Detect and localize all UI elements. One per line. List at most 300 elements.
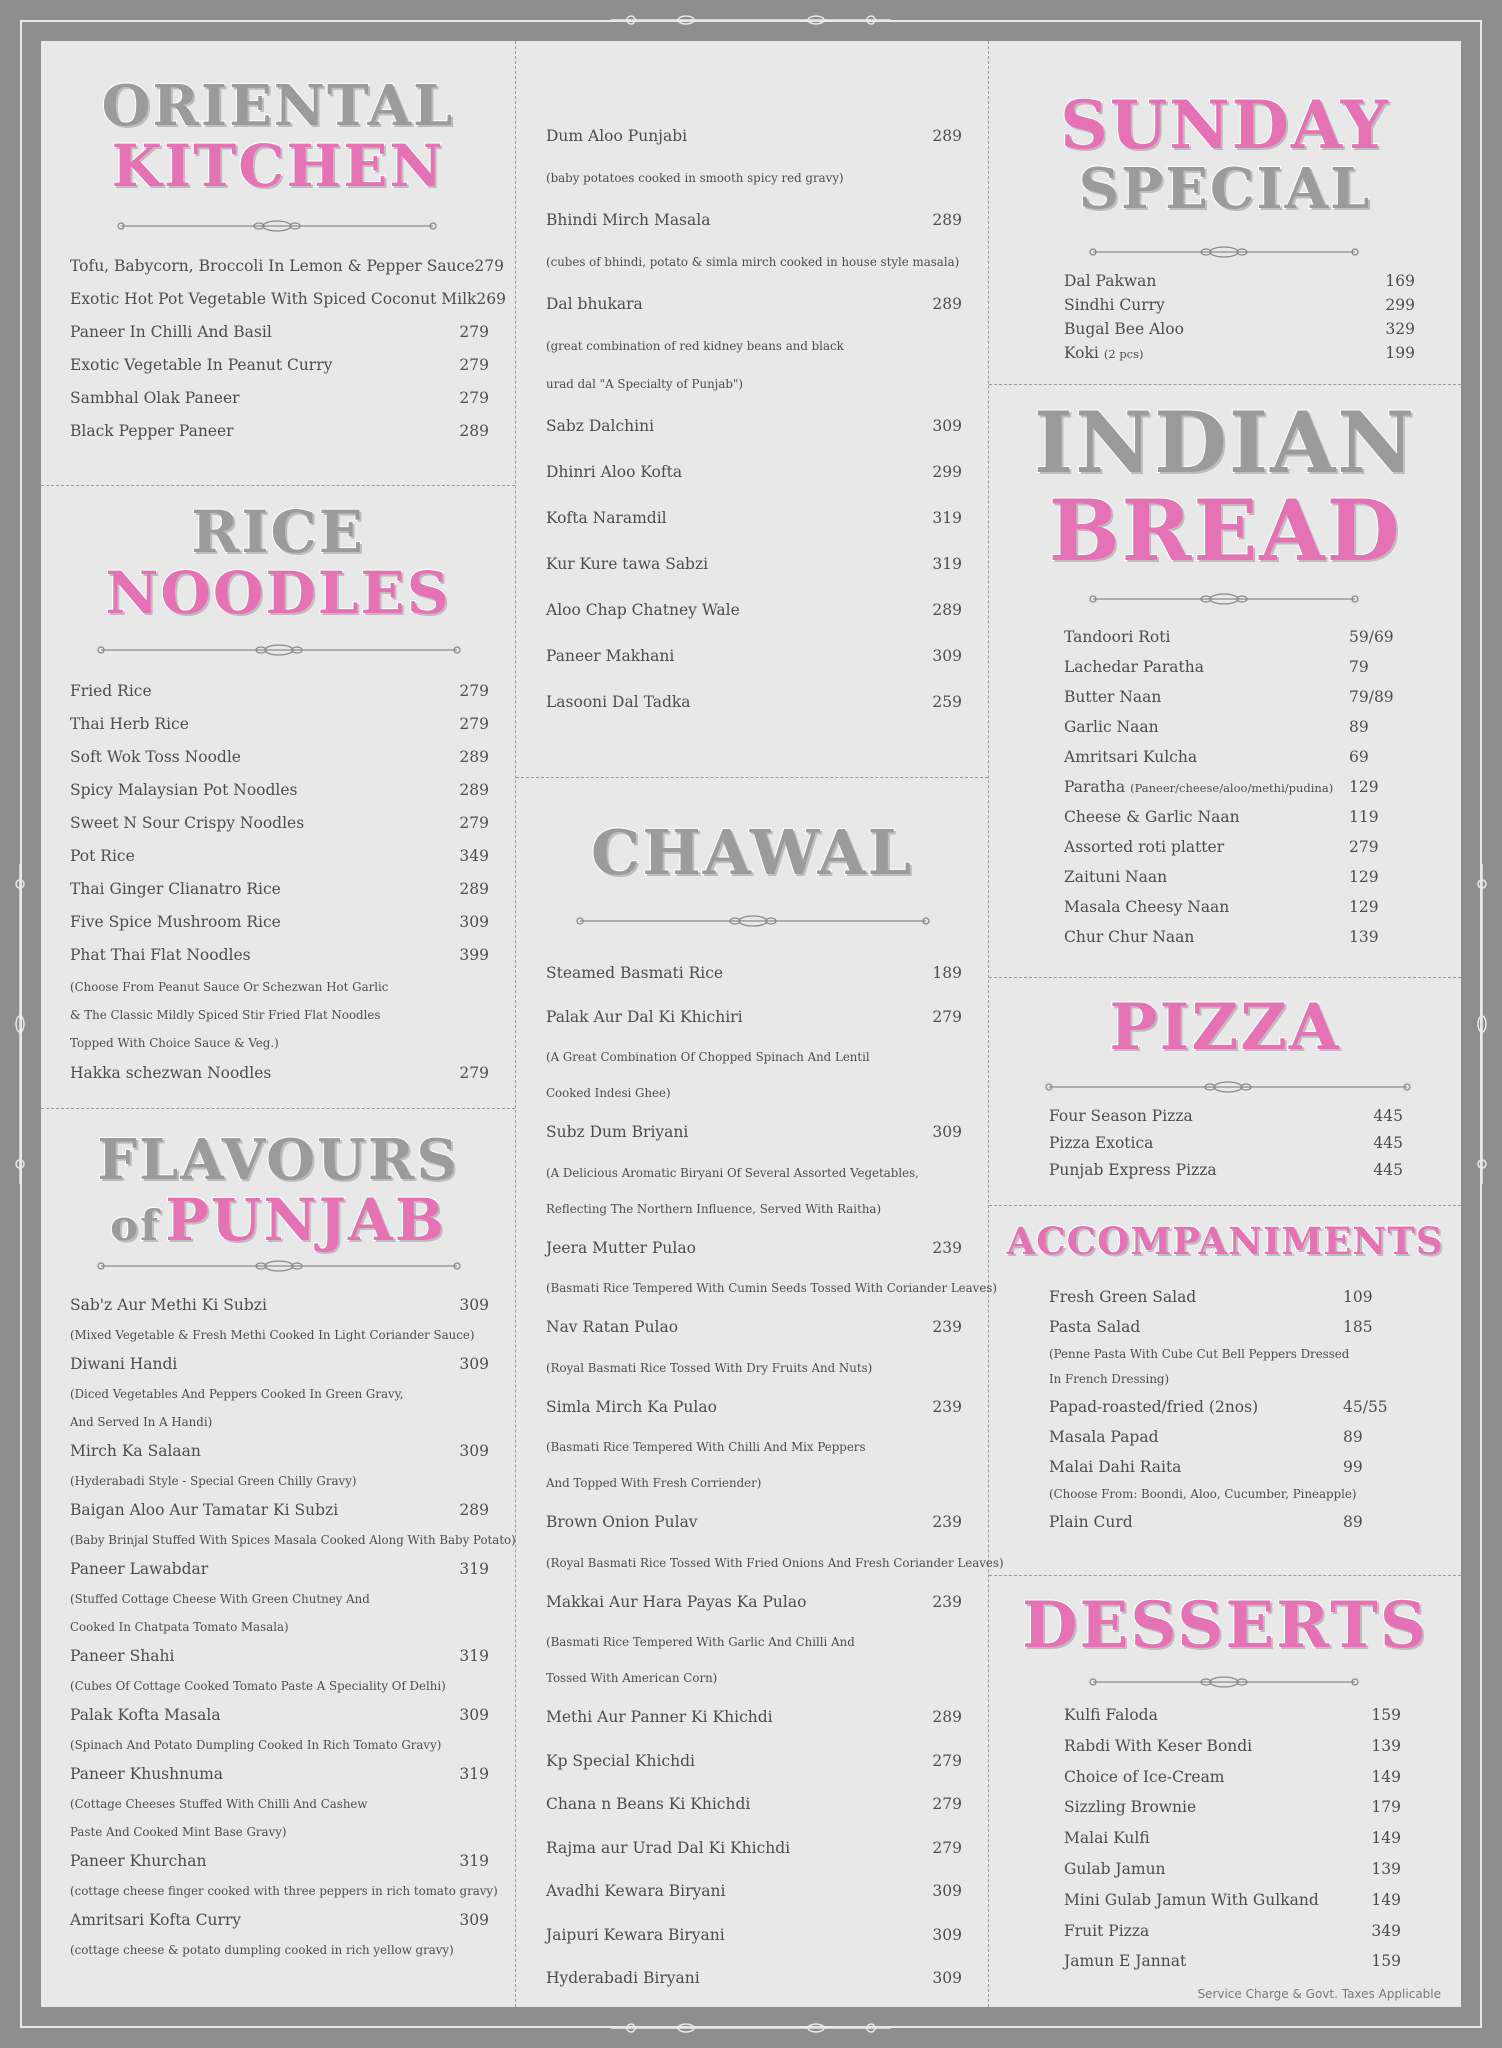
item-description: (Choose From Peanut Sauce Or Schezwan Hot Garlic & The Classic Mildly Spiced Stir Fried Flat Noodles Topped With Choice Sauce & Veg.) bbox=[70, 980, 389, 1050]
menu-item bbox=[546, 403, 962, 449]
item-price: 159 bbox=[1371, 1706, 1401, 1724]
item-name: Four Season Pizza bbox=[1049, 1107, 1193, 1125]
divider-ornament bbox=[1045, 1079, 1411, 1095]
item-price: 319 bbox=[932, 555, 962, 573]
item-list bbox=[516, 113, 988, 725]
item-name: Masala Cheesy Naan bbox=[1064, 898, 1230, 916]
menu-item bbox=[70, 807, 489, 840]
item-price: 119 bbox=[1349, 808, 1379, 826]
item-price: 289 bbox=[459, 880, 489, 898]
section-sunday-special bbox=[989, 41, 1461, 384]
item-price: 319 bbox=[459, 1647, 489, 1665]
item-name: Brown Onion Pulav bbox=[546, 1513, 698, 1531]
item-price: 289 bbox=[459, 781, 489, 799]
item-name: Tofu, Babycorn, Broccoli In Lemon & Pepper Sauce bbox=[70, 257, 475, 275]
item-description: (Spinach And Potato Dumpling Cooked In Rich Tomato Gravy) bbox=[70, 1738, 442, 1752]
divider-ornament bbox=[1089, 591, 1359, 607]
item-name: Sweet N Sour Crispy Noodles bbox=[70, 814, 305, 832]
item-name: Thai Herb Rice bbox=[70, 715, 189, 733]
item-name: Sizzling Brownie bbox=[1064, 1798, 1197, 1817]
item-description: And Served In A Handi) bbox=[70, 1415, 213, 1429]
item-description: Cooked Indesi Ghee) bbox=[546, 1086, 671, 1100]
title-line-1: RICE bbox=[191, 498, 365, 566]
menu-item bbox=[70, 415, 489, 448]
item-description: (Stuffed Cottage Cheese With Green Chutney And bbox=[70, 1592, 370, 1606]
section-desserts bbox=[989, 1575, 1461, 2007]
item-price: 239 bbox=[932, 1318, 962, 1336]
item-price: 169 bbox=[1385, 272, 1415, 290]
item-price: 179 bbox=[1371, 1798, 1401, 1817]
item-price: 279 bbox=[459, 1064, 489, 1082]
divider-ornament bbox=[1089, 1674, 1359, 1690]
item-name: Fried Rice bbox=[70, 682, 152, 700]
item-price: 279 bbox=[459, 323, 489, 341]
menu-item bbox=[1064, 1731, 1401, 1762]
item-name: Jeera Mutter Pulao bbox=[546, 1238, 696, 1257]
item-description: (Penne Pasta With Cube Cut Bell Peppers Dressed bbox=[1049, 1347, 1350, 1361]
item-name: Dal Pakwan bbox=[1064, 272, 1157, 290]
menu-item bbox=[546, 281, 962, 327]
section-title bbox=[41, 73, 515, 200]
item-name: Dum Aloo Punjabi bbox=[546, 127, 688, 145]
item-list bbox=[989, 1700, 1461, 1977]
item-list bbox=[989, 1282, 1461, 1537]
item-price: 239 bbox=[932, 1397, 962, 1416]
item-name: Fresh Green Salad bbox=[1049, 1288, 1197, 1306]
item-name: Thai Ginger Clianatro Rice bbox=[70, 880, 281, 898]
item-price: 279 bbox=[932, 1838, 962, 1857]
menu-item bbox=[1064, 341, 1415, 365]
item-price: 445 bbox=[1373, 1107, 1403, 1125]
menu-item bbox=[1064, 1854, 1401, 1885]
item-price: 129 bbox=[1349, 868, 1379, 886]
menu-item bbox=[546, 1227, 962, 1271]
item-name: Sindhi Curry bbox=[1064, 296, 1165, 314]
item-name: Kofta Naramdil bbox=[546, 509, 667, 527]
item-name: Cheese & Garlic Naan bbox=[1064, 808, 1240, 826]
menu-item bbox=[1049, 1103, 1403, 1130]
item-price: 319 bbox=[459, 1560, 489, 1578]
menu-item bbox=[70, 774, 489, 807]
item-name: Mirch Ka Salaan bbox=[70, 1442, 201, 1460]
menu-item bbox=[70, 250, 504, 283]
item-price: 289 bbox=[459, 748, 489, 766]
item-list bbox=[41, 250, 515, 448]
menu-item bbox=[546, 1501, 962, 1545]
item-name: Chana n Beans Ki Khichdi bbox=[546, 1795, 751, 1813]
item-price: 309 bbox=[932, 1925, 962, 1944]
title-line-2: KITCHEN bbox=[111, 131, 445, 200]
item-price: 279 bbox=[932, 1795, 962, 1813]
menu-item bbox=[1064, 682, 1415, 712]
item-name: Makkai Aur Hara Payas Ka Pulao bbox=[546, 1592, 807, 1611]
menu-item bbox=[546, 197, 962, 243]
menu-item bbox=[70, 708, 489, 741]
item-name: Exotic Hot Pot Vegetable With Spiced Coconut Milk bbox=[70, 290, 477, 308]
item-name: Dhinri Aloo Kofta bbox=[546, 463, 683, 481]
menu-item bbox=[546, 1957, 962, 2001]
item-name: Koki bbox=[1064, 344, 1099, 362]
item-name: Chur Chur Naan bbox=[1064, 928, 1195, 946]
item-name: Fruit Pizza bbox=[1064, 1921, 1150, 1940]
item-name: Paneer Lawabdar bbox=[70, 1560, 209, 1578]
item-price: 199 bbox=[1385, 344, 1415, 362]
item-description: Paste And Cooked Mint Base Gravy) bbox=[70, 1825, 287, 1839]
item-price: 239 bbox=[932, 1238, 962, 1257]
frame-ornament-left bbox=[10, 864, 30, 1184]
item-note: (2 pcs) bbox=[1103, 347, 1144, 361]
section-title bbox=[989, 86, 1461, 223]
item-description: (cottage cheese & potato dumpling cooked in rich yellow gravy) bbox=[70, 1943, 454, 1957]
item-price: 279 bbox=[932, 1751, 962, 1770]
menu-item bbox=[1064, 622, 1415, 652]
frame-ornament-right bbox=[1472, 864, 1492, 1184]
item-list bbox=[41, 675, 515, 1089]
item-description: (Choose From: Boondi, Aloo, Cucumber, Pineapple) bbox=[1049, 1487, 1357, 1501]
item-price: 289 bbox=[932, 127, 962, 145]
item-description: (Cubes Of Cottage Cooked Tomato Paste A Speciality Of Delhi) bbox=[70, 1679, 446, 1693]
item-name: Avadhi Kewara Biryani bbox=[546, 1882, 726, 1900]
item-price: 309 bbox=[932, 1969, 962, 1987]
menu-item bbox=[70, 283, 507, 316]
item-name: Tandoori Roti bbox=[1064, 628, 1171, 646]
menu-item bbox=[546, 996, 962, 1040]
item-description: (Royal Basmati Rice Tossed With Dry Fruits And Nuts) bbox=[546, 1360, 873, 1375]
item-description: Tossed With American Corn) bbox=[546, 1671, 718, 1685]
item-name: Pasta Salad bbox=[1049, 1318, 1141, 1336]
item-price: 99 bbox=[1343, 1458, 1363, 1476]
menu-item bbox=[1064, 1885, 1401, 1916]
menu-item bbox=[1064, 1916, 1401, 1947]
item-price: 139 bbox=[1371, 1736, 1401, 1755]
item-name: Assorted roti platter bbox=[1064, 838, 1225, 856]
menu-item bbox=[70, 873, 489, 906]
item-price: 79/89 bbox=[1349, 688, 1394, 706]
item-price: 309 bbox=[932, 647, 962, 665]
item-price: 185 bbox=[1343, 1318, 1373, 1336]
menu-item bbox=[70, 1290, 489, 1321]
section-chawal bbox=[516, 777, 1004, 2007]
menu-item bbox=[546, 587, 962, 633]
menu-item bbox=[1064, 652, 1415, 682]
frame-ornament-top bbox=[611, 10, 891, 30]
item-name: Kp Special Khichdi bbox=[546, 1751, 695, 1770]
section-pizza bbox=[989, 977, 1461, 1205]
item-note: (Paneer/cheese/aloo/methi/pudina) bbox=[1130, 781, 1334, 795]
menu-item bbox=[70, 1905, 489, 1936]
menu-item bbox=[546, 113, 962, 159]
item-name: Gulab Jamun bbox=[1064, 1859, 1166, 1878]
item-price: 279 bbox=[474, 257, 504, 275]
item-description: Cooked In Chatpata Tomato Masala) bbox=[70, 1620, 289, 1634]
item-description: (Basmati Rice Tempered With Chilli And Mix Peppers bbox=[546, 1440, 866, 1454]
item-price: 149 bbox=[1371, 1890, 1401, 1909]
title-line-1: ORIENTAL bbox=[101, 73, 455, 139]
item-price: 349 bbox=[459, 847, 489, 865]
item-price: 289 bbox=[459, 1501, 489, 1519]
menu-item bbox=[70, 382, 489, 415]
menu-item bbox=[546, 1696, 962, 1740]
item-description: (baby potatoes cooked in smooth spicy red gravy) bbox=[546, 171, 844, 185]
menu-item bbox=[546, 1386, 962, 1430]
item-name: Papad-roasted/fried (2nos) bbox=[1049, 1398, 1259, 1416]
menu-item bbox=[1064, 742, 1415, 772]
item-price: 289 bbox=[932, 211, 962, 229]
item-price: 319 bbox=[459, 1852, 489, 1870]
title-line-1: SUNDAY bbox=[1060, 86, 1390, 164]
menu-item bbox=[546, 1740, 962, 1784]
menu-item bbox=[1064, 1792, 1401, 1823]
menu-item bbox=[70, 349, 489, 382]
section-title bbox=[41, 498, 515, 627]
item-name: Malai Dahi Raita bbox=[1049, 1458, 1182, 1476]
menu-item bbox=[1049, 1452, 1415, 1482]
title-line-1: PIZZA bbox=[1109, 990, 1341, 1065]
item-price: 129 bbox=[1349, 778, 1379, 796]
menu-item bbox=[70, 675, 489, 708]
item-name: Paneer Shahi bbox=[70, 1647, 175, 1665]
item-list bbox=[516, 952, 1004, 2001]
item-price: 279 bbox=[459, 814, 489, 832]
frame-ornament-bottom bbox=[611, 2018, 891, 2038]
title-line-1: CHAWAL bbox=[590, 816, 914, 889]
item-name: Sambhal Olak Paneer bbox=[70, 389, 240, 407]
item-price: 319 bbox=[459, 1765, 489, 1783]
menu-item bbox=[546, 541, 962, 587]
item-name: Simla Mirch Ka Pulao bbox=[546, 1397, 717, 1416]
menu-item bbox=[70, 1641, 489, 1672]
menu-item bbox=[1064, 1700, 1401, 1731]
item-price: 445 bbox=[1373, 1134, 1403, 1152]
item-name: Pizza Exotica bbox=[1049, 1134, 1154, 1152]
menu-item bbox=[1064, 832, 1415, 862]
item-name: Bhindi Mirch Masala bbox=[546, 211, 711, 229]
section-title bbox=[516, 816, 988, 889]
item-name: Phat Thai Flat Noodles bbox=[70, 946, 251, 964]
item-price: 159 bbox=[1371, 1952, 1401, 1971]
menu-item bbox=[70, 1759, 489, 1790]
item-price: 69 bbox=[1349, 748, 1369, 766]
item-price: 309 bbox=[932, 417, 962, 435]
title-line-1: FLAVOURS bbox=[97, 1127, 459, 1193]
menu-item bbox=[70, 1436, 489, 1467]
item-price: 149 bbox=[1371, 1767, 1401, 1786]
item-price: 309 bbox=[932, 1882, 962, 1900]
item-name: Amritsari Kulcha bbox=[1064, 748, 1198, 766]
item-name: Sabz Dalchini bbox=[546, 417, 655, 435]
menu-item bbox=[70, 1349, 489, 1380]
item-name: Dal bhukara bbox=[546, 295, 643, 313]
item-price: 289 bbox=[932, 1708, 962, 1726]
menu-item bbox=[1064, 1762, 1401, 1793]
menu-item bbox=[1049, 1157, 1403, 1184]
title-line-2: SPECIAL bbox=[1078, 156, 1372, 223]
item-name: Lachedar Paratha bbox=[1064, 658, 1204, 676]
item-price: 349 bbox=[1371, 1921, 1401, 1940]
item-description: (Diced Vegetables And Peppers Cooked In Green Gravy, bbox=[70, 1387, 404, 1401]
item-price: 45/55 bbox=[1343, 1398, 1388, 1416]
item-name: Spicy Malaysian Pot Noodles bbox=[70, 781, 298, 799]
item-name: Garlic Naan bbox=[1064, 718, 1159, 736]
item-name: Bugal Bee Aloo bbox=[1064, 320, 1184, 338]
item-price: 189 bbox=[932, 964, 962, 982]
item-price: 309 bbox=[932, 1123, 962, 1141]
menu-item bbox=[1049, 1282, 1415, 1312]
menu-item bbox=[546, 1827, 962, 1871]
item-price: 239 bbox=[932, 1513, 962, 1531]
item-name: Methi Aur Panner Ki Khichdi bbox=[546, 1708, 773, 1726]
menu-item bbox=[1064, 772, 1415, 802]
item-name: Malai Kulfi bbox=[1064, 1829, 1150, 1848]
title-line-2: of PUNJAB bbox=[110, 1185, 446, 1254]
item-description: (Hyderabadi Style - Special Green Chilly Gravy) bbox=[70, 1474, 357, 1488]
section-indian-bread bbox=[989, 384, 1461, 977]
section-flavours-of-punjab-continued bbox=[516, 41, 988, 777]
title-line-1: INDIAN bbox=[1033, 393, 1417, 492]
footer-note: Service Charge & Govt. Taxes Applicable bbox=[1197, 1987, 1441, 2001]
item-description: (A Great Combination Of Chopped Spinach And Lentil bbox=[546, 1050, 870, 1064]
item-price: 89 bbox=[1349, 718, 1369, 736]
menu-item bbox=[1049, 1392, 1415, 1422]
menu-item bbox=[1064, 293, 1415, 317]
item-name: Masala Papad bbox=[1049, 1428, 1159, 1446]
item-price: 299 bbox=[932, 463, 962, 481]
item-list bbox=[989, 1103, 1461, 1184]
item-price: 309 bbox=[459, 1442, 489, 1460]
menu-item bbox=[70, 1554, 489, 1585]
item-price: 89 bbox=[1343, 1428, 1363, 1446]
section-title bbox=[989, 1219, 1461, 1263]
item-name: Jaipuri Kewara Biryani bbox=[546, 1925, 725, 1944]
item-price: 269 bbox=[476, 290, 507, 308]
item-name: Rajma aur Urad Dal Ki Khichdi bbox=[546, 1838, 791, 1857]
item-name: Palak Aur Dal Ki Khichiri bbox=[546, 1007, 743, 1026]
item-price: 139 bbox=[1349, 928, 1379, 946]
item-price: 109 bbox=[1343, 1288, 1373, 1306]
menu-item bbox=[70, 316, 489, 349]
item-name: Nav Ratan Pulao bbox=[546, 1318, 679, 1336]
item-description: (A Delicious Aromatic Biryani Of Several Assorted Vegetables, bbox=[546, 1165, 919, 1180]
item-price: 279 bbox=[459, 682, 489, 700]
item-name: Punjab Express Pizza bbox=[1049, 1161, 1217, 1179]
item-name: Baigan Aloo Aur Tamatar Ki Subzi bbox=[70, 1501, 339, 1519]
menu-item bbox=[70, 840, 489, 873]
item-price: 279 bbox=[459, 715, 489, 733]
item-price: 149 bbox=[1371, 1829, 1401, 1848]
menu-item bbox=[1049, 1312, 1415, 1342]
menu-item bbox=[1049, 1507, 1415, 1537]
menu-item bbox=[70, 906, 489, 939]
section-title bbox=[989, 393, 1461, 581]
section-title bbox=[989, 1588, 1461, 1663]
item-name: Plain Curd bbox=[1049, 1513, 1133, 1531]
section-rice-noodles bbox=[41, 485, 515, 1108]
menu-column-1 bbox=[41, 41, 515, 2007]
item-price: 309 bbox=[459, 1296, 489, 1314]
item-name: Sab'z Aur Methi Ki Subzi bbox=[70, 1296, 267, 1314]
menu-item bbox=[70, 1495, 489, 1526]
section-flavours-of-punjab bbox=[41, 1108, 515, 2007]
item-list bbox=[41, 1290, 515, 1964]
item-name: Kur Kure tawa Sabzi bbox=[546, 555, 709, 573]
menu-item bbox=[1064, 862, 1415, 892]
item-name: Jamun E Jannat bbox=[1064, 1952, 1187, 1971]
item-price: 279 bbox=[932, 1007, 962, 1026]
menu-item bbox=[1064, 317, 1415, 341]
item-name: Choice of Ice-Cream bbox=[1064, 1767, 1225, 1786]
item-description: Reflecting The Northern Influence, Served With Raitha) bbox=[546, 1201, 882, 1216]
item-price: 239 bbox=[932, 1592, 962, 1611]
menu-item bbox=[546, 1111, 962, 1155]
item-name: Paneer Khushnuma bbox=[70, 1765, 224, 1783]
menu-item bbox=[546, 633, 962, 679]
item-description: (Cottage Cheeses Stuffed With Chilli And Cashew bbox=[70, 1797, 368, 1811]
item-name: Hakka schezwan Noodles bbox=[70, 1064, 272, 1082]
item-price: 139 bbox=[1371, 1859, 1401, 1878]
divider-ornament bbox=[97, 1258, 461, 1274]
item-price: 59/69 bbox=[1349, 628, 1394, 646]
item-price: 309 bbox=[459, 1355, 489, 1373]
item-price: 309 bbox=[459, 1911, 489, 1929]
item-price: 319 bbox=[932, 509, 962, 527]
item-description: (Mixed Vegetable & Fresh Methi Cooked In Light Coriander Sauce) bbox=[70, 1328, 475, 1342]
item-price: 279 bbox=[1349, 838, 1379, 856]
menu-item bbox=[546, 449, 962, 495]
item-name: Paneer Khurchan bbox=[70, 1852, 207, 1870]
item-price: 329 bbox=[1385, 320, 1415, 338]
menu-item bbox=[1064, 1946, 1401, 1977]
menu-item bbox=[1064, 1823, 1401, 1854]
item-name: Exotic Vegetable In Peanut Curry bbox=[70, 356, 333, 374]
title-line-1: ACCOMPANIMENTS bbox=[1006, 1219, 1444, 1263]
item-description: (Baby Brinjal Stuffed With Spices Masala Cooked Along With Baby Potato) bbox=[70, 1533, 516, 1547]
item-price: 299 bbox=[1385, 296, 1415, 314]
menu-item bbox=[1049, 1130, 1403, 1157]
menu-item bbox=[546, 1581, 962, 1625]
item-name: Steamed Basmati Rice bbox=[546, 964, 724, 982]
item-name: Palak Kofta Masala bbox=[70, 1706, 221, 1724]
item-price: 289 bbox=[932, 295, 962, 313]
item-price: 79 bbox=[1349, 658, 1369, 676]
item-name: Diwani Handi bbox=[70, 1355, 178, 1373]
item-list bbox=[989, 269, 1461, 365]
menu-item bbox=[546, 952, 962, 996]
item-price: 259 bbox=[932, 693, 962, 711]
title-line-2: BREAD bbox=[1048, 481, 1402, 581]
item-name: Soft Wok Toss Noodle bbox=[70, 748, 241, 766]
item-price: 289 bbox=[459, 422, 489, 440]
menu-item bbox=[546, 1783, 962, 1827]
item-name: Lasooni Dal Tadka bbox=[546, 693, 691, 711]
menu-item bbox=[546, 679, 962, 725]
item-description: And Topped With Fresh Corriender) bbox=[546, 1476, 762, 1490]
item-name: Black Pepper Paneer bbox=[70, 422, 234, 440]
item-price: 89 bbox=[1343, 1513, 1363, 1531]
item-price: 279 bbox=[459, 389, 489, 407]
menu-column-3 bbox=[989, 41, 1461, 2007]
divider-ornament bbox=[97, 642, 461, 658]
item-name: Rabdi With Keser Bondi bbox=[1064, 1736, 1253, 1755]
item-name: Kulfi Faloda bbox=[1064, 1706, 1158, 1724]
menu-item bbox=[70, 1846, 489, 1877]
menu-item bbox=[1064, 712, 1415, 742]
item-description: (cottage cheese finger cooked with three peppers in rich tomato gravy) bbox=[70, 1884, 498, 1898]
item-name: Mini Gulab Jamun With Gulkand bbox=[1064, 1890, 1319, 1909]
item-name: Pot Rice bbox=[70, 847, 135, 865]
item-price: 445 bbox=[1373, 1161, 1403, 1179]
menu-item bbox=[1064, 922, 1415, 952]
item-name: Paratha bbox=[1064, 778, 1126, 796]
